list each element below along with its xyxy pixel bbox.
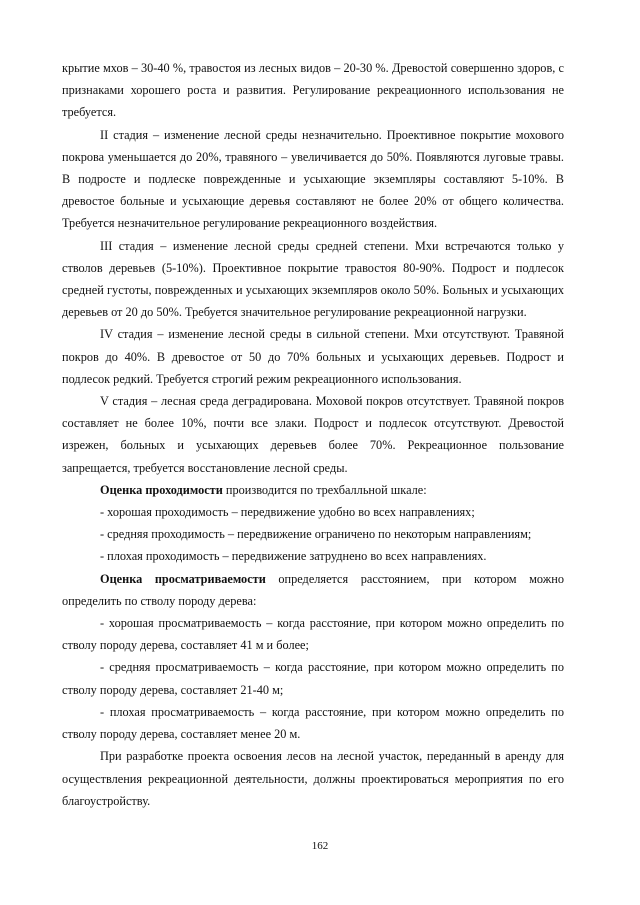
- list-item-poor-passability: - плохая проходимость – передвижение затруднено во всех направлениях.: [100, 549, 487, 564]
- body-text: [62, 57, 564, 812]
- list-item-good-visibility: - хорошая просматриваемость – когда расстояние, при котором можно определить по стволу породу дерева, составляет 41 м и более;: [62, 616, 564, 653]
- list-item-good-passability: - хорошая проходимость – передвижение удобно во всех направлениях;: [100, 505, 475, 520]
- visibility-text: определяется расстоянием, при котором можно определить по стволу породу дерева:: [62, 571, 564, 608]
- passability-term: Оценка проходимости: [100, 482, 223, 497]
- paragraph-moss-cover: крытие мхов – 30-40 %, травостоя из лесных видов – 20-30 %. Древостой совершенно здоров, с признаками хорошего роста и развития. Регулирование рекреационного использования не требуется.: [62, 61, 564, 120]
- paragraph-stage-2: II стадия – изменение лесной среды незначительно. Проективное покрытие мохового покрова уменьшается до 20%, травяного – увеличивается до 50%. Появляются луговые травы. В подросте и подлеске поврежденные и усыхающие экземпляры составляют 5-10%. В древостое больные и усыхающие деревья составляют не более 20% от общего количества. Требуется незначительное регулирование рекреационного воздействия.: [62, 127, 564, 231]
- passability-text: производится по трехбалльной шкале:: [222, 482, 427, 497]
- paragraph-stage-3: III стадия – изменение лесной среды средней степени. Мхи встречаются только у стволов деревьев (5-10%). Проективное покрытие травостоя 80-90%. Подрост и подлесок средней густоты, поврежденных и усыхающих экземпляров около 50%. Больных и усыхающих деревьев от 20 до 50%. Требуется значительное регулирование рекреационной нагрузки.: [62, 238, 564, 320]
- visibility-term: Оценка просматриваемости: [100, 571, 266, 586]
- paragraph-visibility-heading: [62, 568, 564, 612]
- list-item-medium-passability: - средняя проходимость – передвижение ограничено по некоторым направлениям;: [100, 527, 532, 542]
- paragraph-stage-4: IV стадия – изменение лесной среды в сильной степени. Мхи отсутствуют. Травяной покров до 40%. В древостое от 50 до 70% больных и усыхающих деревьев. Подрост и подлесок редкий. Требуется строгий режим рекреационного использования.: [62, 327, 564, 386]
- list-item-medium-visibility: - средняя просматриваемость – когда расстояние, при котором можно определить по стволу породу дерева, составляет 21-40 м;: [62, 660, 564, 697]
- page-number: 162: [311, 840, 329, 852]
- list-item-poor-visibility: - плохая просматриваемость – когда расстояние, при котором можно определить по стволу породу дерева, составляет менее 20 м.: [62, 704, 564, 742]
- paragraph-passability-heading: [62, 479, 564, 501]
- paragraph-improvement: При разработке проекта освоения лесов на лесной участок, переданный в аренду для осуществления рекреационной деятельности, должны проектироваться мероприятия по его благоустройству.: [62, 749, 564, 808]
- paragraph-stage-5: V стадия – лесная среда деградирована. Моховой покров отсутствует. Травяной покров составляет не более 10%, почти все злаки. Подрост и подлесок отсутствуют. Древостой изрежен, больных и усыхающих деревьев более 70%. Рекреационное пользование запрещается, требуется восстановление лесной среды.: [62, 394, 564, 475]
